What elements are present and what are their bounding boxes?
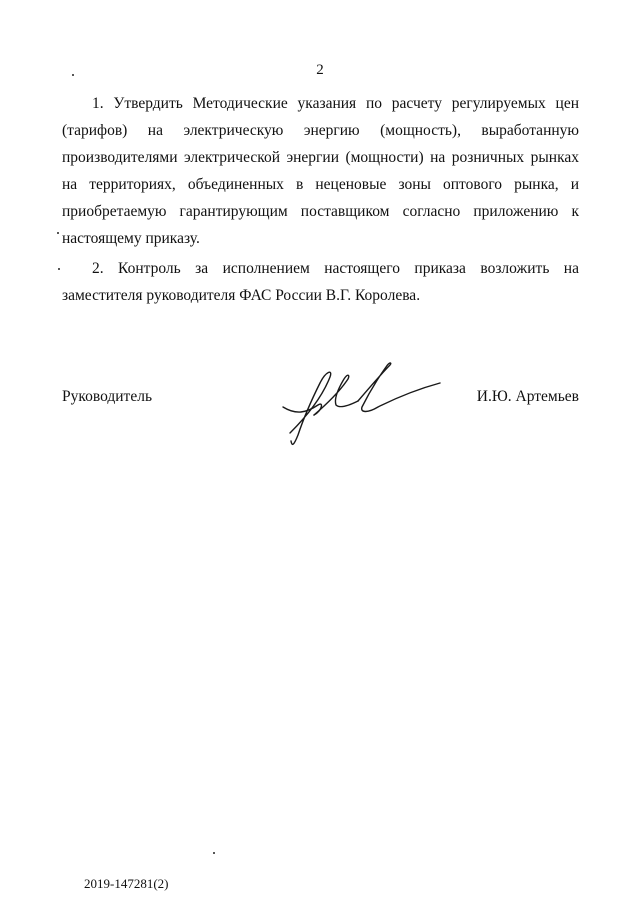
paragraph-control-assignment: 2. Контроль за исполнением настоящего приказа возложить на заместителя руководителя ФАС России В.Г. Королева. xyxy=(62,260,579,304)
paragraph-approve-guidelines: 1. Утвердить Методические указания по расчету регулируемых цен (тарифов) на электрическую энергию (мощность), выработанную производителями электрической энергии (мощности) на розничных рынках на территориях, объединенных в неценовые зоны оптового рынка, и приобретаемую гарантирующим поставщиком согласно приложению к настоящему приказу. xyxy=(62,95,579,247)
document-registration-number: 2019-147281(2) xyxy=(84,876,169,891)
scan-speck xyxy=(213,852,215,854)
page-number: 2 xyxy=(316,62,324,78)
signatory-name: И.Ю. Артемьев xyxy=(476,388,579,405)
scan-speck xyxy=(72,74,74,76)
scan-speck xyxy=(57,232,59,234)
scan-speck xyxy=(58,268,60,270)
handwritten-signature xyxy=(278,355,443,450)
signatory-title: Руководитель xyxy=(62,388,153,405)
